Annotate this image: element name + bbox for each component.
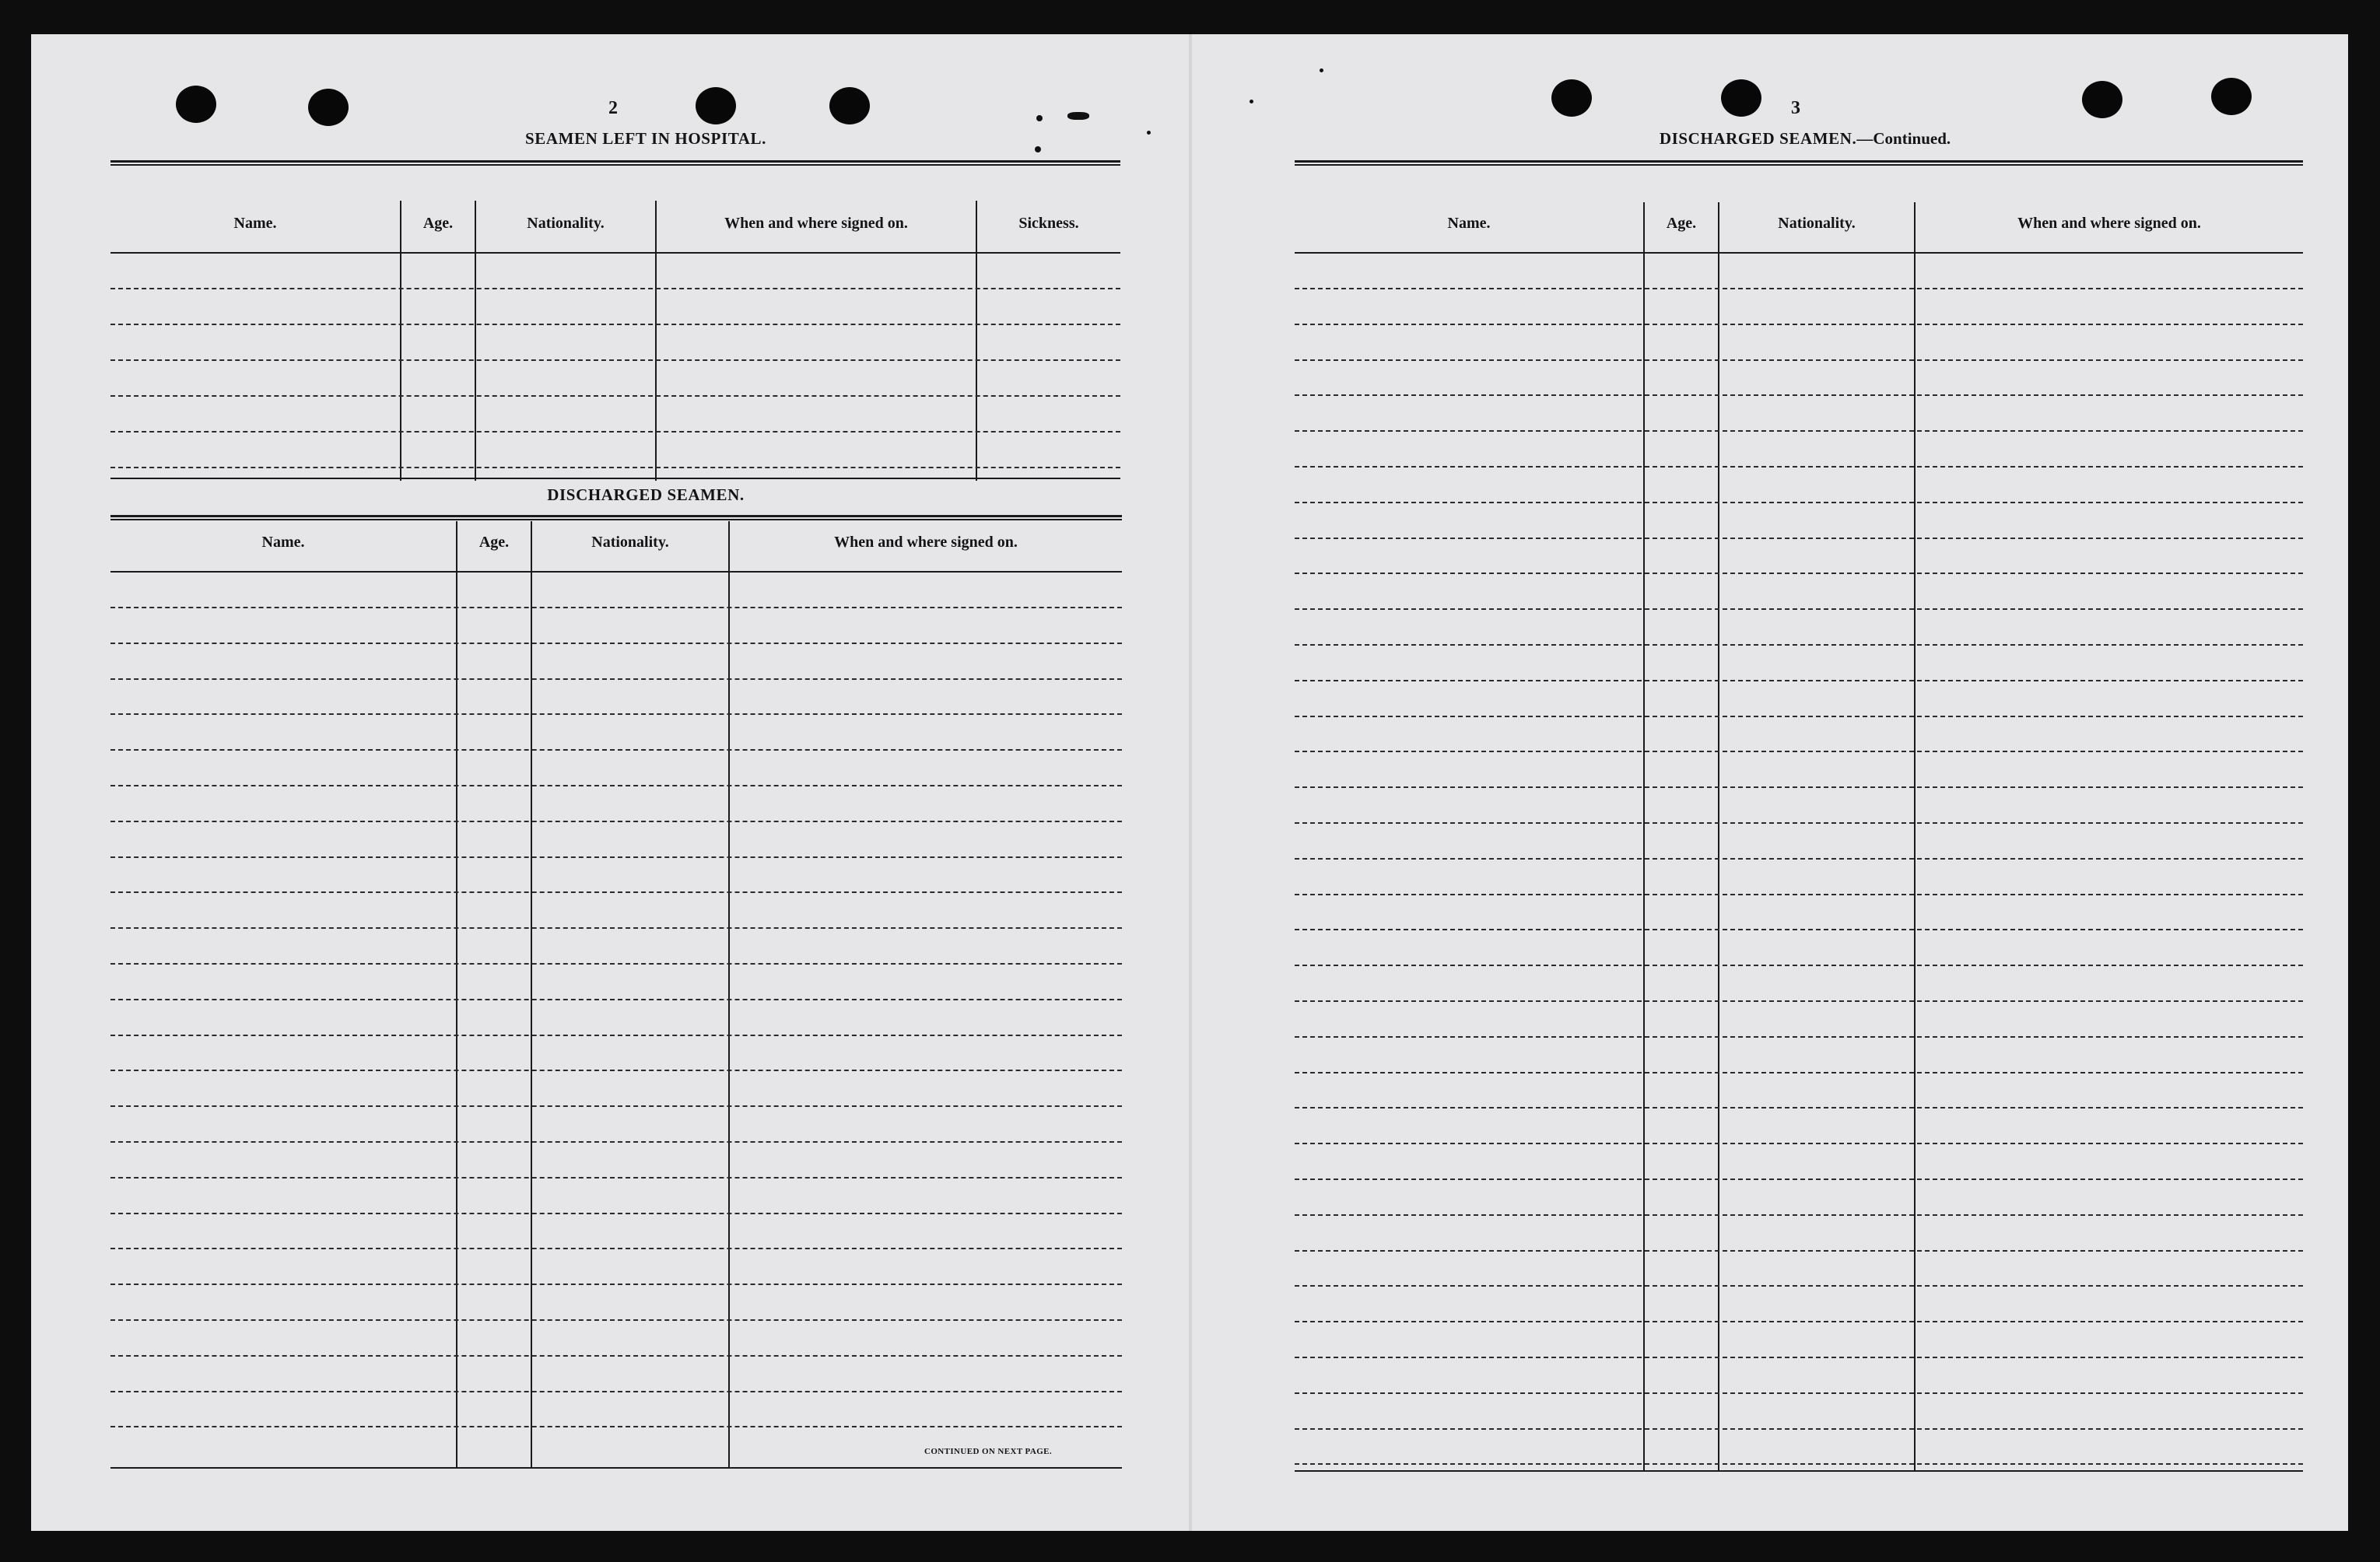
ruled-line xyxy=(1295,1000,2303,1002)
ruled-line xyxy=(110,1141,1122,1143)
ruled-line xyxy=(110,643,1122,644)
ruled-line xyxy=(1295,359,2303,361)
page-number: 2 xyxy=(608,98,618,118)
ruled-line xyxy=(110,1284,1122,1285)
punch-hole xyxy=(829,87,870,124)
ruled-line xyxy=(110,1426,1122,1427)
ruled-line xyxy=(1295,430,2303,432)
ruled-line xyxy=(1295,1072,2303,1073)
ruled-line xyxy=(1295,680,2303,681)
header-underline xyxy=(1295,252,2303,254)
section-title-suffix: —Continued. xyxy=(1856,129,1951,148)
ruled-line xyxy=(1295,1250,2303,1252)
ruled-line xyxy=(110,1391,1122,1392)
ruled-line xyxy=(110,927,1122,929)
ruled-line xyxy=(1295,502,2303,503)
column-divider xyxy=(728,521,730,1467)
header-underline xyxy=(110,571,1122,573)
ruled-line xyxy=(1295,858,2303,860)
ruled-line xyxy=(110,1248,1122,1249)
ruled-line xyxy=(1295,644,2303,646)
ruled-line xyxy=(110,678,1122,680)
ruled-line xyxy=(110,821,1122,822)
ruled-line xyxy=(110,1355,1122,1357)
ruled-line xyxy=(1295,965,2303,966)
ruled-line xyxy=(110,1105,1122,1107)
ruled-line xyxy=(110,856,1122,858)
column-header-name: Name. xyxy=(261,534,305,551)
ruled-line xyxy=(110,749,1122,751)
punch-hole xyxy=(2211,78,2252,115)
table-top-rule xyxy=(1295,160,2303,166)
left-page xyxy=(31,34,1190,1531)
ruled-line xyxy=(110,1177,1122,1179)
ruled-line xyxy=(1295,1463,2303,1465)
continued-note: CONTINUED ON NEXT PAGE. xyxy=(924,1447,1053,1456)
table-top-rule xyxy=(110,515,1122,520)
ruled-line xyxy=(110,891,1122,893)
ink-speck xyxy=(1147,131,1151,135)
ruled-line xyxy=(110,785,1122,786)
column-divider xyxy=(1914,202,1916,1470)
ruled-line xyxy=(110,713,1122,715)
column-header-signed-on: When and where signed on. xyxy=(724,215,908,232)
ruled-line xyxy=(110,467,1120,468)
ink-speck xyxy=(1067,112,1089,120)
punch-hole xyxy=(2082,81,2122,118)
table-top-rule xyxy=(110,160,1120,166)
column-divider xyxy=(655,201,657,481)
discharged-continued-table xyxy=(1295,160,2303,1475)
ruled-line xyxy=(1295,1143,2303,1144)
table-bottom-rule xyxy=(110,478,1120,479)
column-header-age: Age. xyxy=(422,215,454,232)
column-header-nationality: Nationality. xyxy=(527,215,605,232)
punch-hole xyxy=(176,86,216,123)
column-divider xyxy=(531,521,532,1467)
header-underline xyxy=(110,252,1120,254)
ruled-line xyxy=(110,999,1122,1000)
column-divider xyxy=(475,201,476,481)
column-divider xyxy=(456,521,457,1467)
ruled-line xyxy=(110,1213,1122,1214)
ruled-line xyxy=(1295,786,2303,788)
ruled-line xyxy=(1295,1107,2303,1108)
ink-speck xyxy=(1035,146,1041,152)
ruled-line xyxy=(1295,751,2303,752)
section-title-discharged: DISCHARGED SEAMEN. xyxy=(547,485,745,504)
ruled-line xyxy=(1295,1285,2303,1287)
column-divider xyxy=(1718,202,1719,1470)
ruled-line xyxy=(110,1035,1122,1036)
ruled-line xyxy=(110,1319,1122,1321)
punch-hole xyxy=(308,89,349,126)
section-title-hospital: SEAMEN LEFT IN HOSPITAL. xyxy=(524,129,767,148)
ruled-line xyxy=(110,288,1120,289)
ruled-line xyxy=(1295,1392,2303,1394)
punch-hole xyxy=(1721,79,1761,117)
page-number: 3 xyxy=(1791,98,1800,118)
ruled-line xyxy=(1295,1214,2303,1216)
table-bottom-rule xyxy=(1295,1470,2303,1472)
column-header-nationality: Nationality. xyxy=(591,534,669,551)
section-title-text: DISCHARGED SEAMEN. xyxy=(1659,129,1857,148)
ruled-line xyxy=(1295,1321,2303,1322)
ruled-line xyxy=(1295,324,2303,325)
ruled-line xyxy=(1295,929,2303,930)
column-divider xyxy=(400,201,401,481)
column-header-age: Age. xyxy=(1666,215,1697,232)
column-header-name: Name. xyxy=(1447,215,1491,232)
ruled-line xyxy=(110,963,1122,965)
ruled-line xyxy=(1295,394,2303,396)
column-header-sickness: Sickness. xyxy=(1018,215,1079,232)
hospital-table xyxy=(110,160,1120,481)
ruled-line xyxy=(110,359,1120,361)
punch-hole xyxy=(696,87,736,124)
column-divider xyxy=(1643,202,1645,1470)
column-header-age: Age. xyxy=(478,534,510,551)
ruled-line xyxy=(1295,466,2303,468)
ruled-line xyxy=(1295,608,2303,610)
ruled-line xyxy=(110,1070,1122,1071)
ruled-line xyxy=(1295,894,2303,895)
right-page xyxy=(1190,34,2348,1531)
ledger-sheet xyxy=(31,34,2348,1531)
ruled-line xyxy=(1295,573,2303,574)
section-title-discharged-continued xyxy=(1517,129,2093,149)
column-divider xyxy=(976,201,977,481)
ink-speck xyxy=(1320,68,1323,72)
column-header-signed-on: When and where signed on. xyxy=(834,534,1018,551)
table-bottom-rule xyxy=(110,1467,1122,1469)
ruled-line xyxy=(1295,1179,2303,1180)
ink-speck xyxy=(1036,115,1043,121)
ruled-line xyxy=(110,431,1120,433)
ruled-line xyxy=(1295,1428,2303,1430)
ruled-line xyxy=(1295,822,2303,824)
punch-hole xyxy=(1551,79,1592,117)
ruled-line xyxy=(110,324,1120,325)
column-header-signed-on: When and where signed on. xyxy=(2017,215,2201,232)
ruled-line xyxy=(1295,1357,2303,1358)
ruled-line xyxy=(1295,1036,2303,1038)
ruled-line xyxy=(110,607,1122,608)
column-header-name: Name. xyxy=(233,215,277,232)
ink-speck xyxy=(1250,100,1253,103)
ruled-line xyxy=(110,395,1120,397)
ruled-line xyxy=(1295,716,2303,717)
discharged-table xyxy=(110,515,1122,1464)
ruled-line xyxy=(1295,538,2303,539)
ruled-line xyxy=(1295,288,2303,289)
column-header-nationality: Nationality. xyxy=(1778,215,1856,232)
